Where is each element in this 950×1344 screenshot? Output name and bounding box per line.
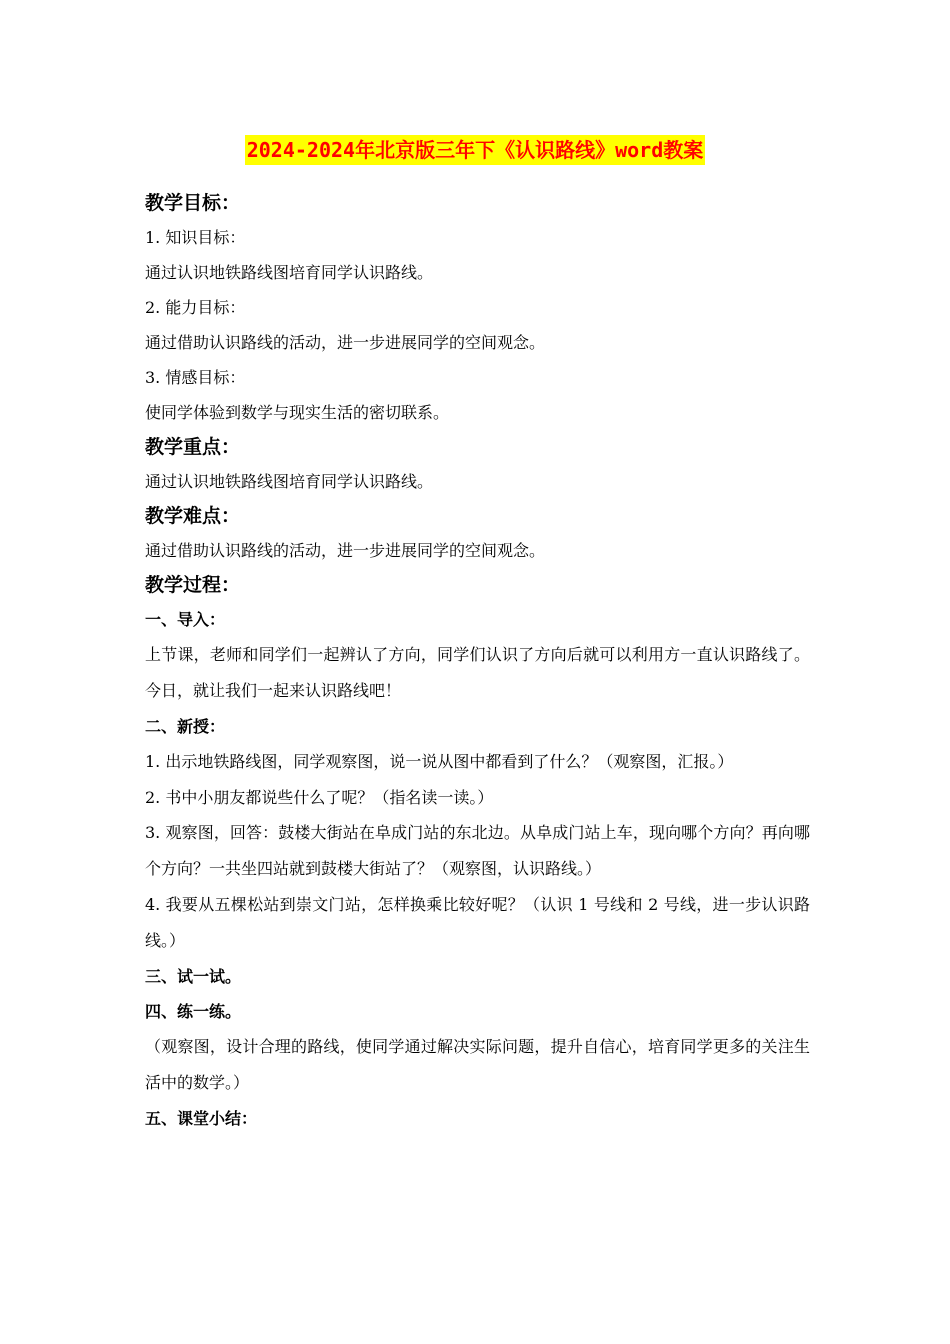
new-lesson-item-3: 3. 观察图，回答：鼓楼大街站在阜成门站的东北边。从阜成门站上车，现向哪个方向？再向哪个方向？一共坐四站就到鼓楼大街站了？（观察图，认识路线。） — [145, 823, 810, 878]
objectives-heading: 教学目标： — [145, 192, 241, 214]
ability-objective-label: 2. 能力目标： — [145, 298, 246, 317]
difficulties-text: 通过借助认识路线的活动，进一步进展同学的空间观念。 — [145, 541, 546, 560]
intro-heading: 一、导入： — [145, 610, 226, 629]
difficulties-heading: 教学难点： — [145, 505, 241, 527]
practice-heading: 四、练一练。 — [145, 1002, 242, 1021]
ability-objective-text: 通过借助认识路线的活动，进一步进展同学的空间观念。 — [145, 333, 546, 352]
new-lesson-item-2: 2. 书中小朋友都说些什么了呢？（指名读一读。） — [145, 788, 494, 807]
new-lesson-heading: 二、新授： — [145, 717, 226, 736]
new-lesson-item-1: 1. 出示地铁路线图，同学观察图，说一说从图中都看到了什么？（观察图，汇报。） — [145, 752, 734, 771]
key-points-text: 通过认识地铁路线图培育同学认识路线。 — [145, 472, 434, 491]
new-lesson-item-4: 4. 我要从五棵松站到崇文门站，怎样换乘比较好呢？（认识 1 号线和 2 号线，进一步认识路线。） — [145, 895, 810, 950]
process-heading: 教学过程： — [145, 574, 241, 596]
intro-text: 上节课，老师和同学们一起辨认了方向，同学们认识了方向后就可以利用方一直认识路线了。今日，就让我们一起来认识路线吧！ — [145, 645, 810, 700]
key-points-heading: 教学重点： — [145, 436, 241, 458]
title-wrapper — [0, 135, 950, 165]
knowledge-objective-label: 1. 知识目标： — [145, 228, 246, 247]
document-title: 2024-2024年北京版三年下《认识路线》word教案 — [245, 135, 706, 165]
document-body — [145, 186, 810, 1136]
summary-heading: 五、课堂小结： — [145, 1109, 258, 1128]
emotion-objective-text: 使同学体验到数学与现实生活的密切联系。 — [145, 403, 450, 422]
emotion-objective-label: 3. 情感目标： — [145, 368, 246, 387]
knowledge-objective-text: 通过认识地铁路线图培育同学认识路线。 — [145, 263, 434, 282]
try-heading: 三、试一试。 — [145, 967, 242, 986]
practice-text: （观察图，设计合理的路线，使同学通过解决实际问题，提升自信心，培育同学更多的关注生活中的数学。） — [145, 1037, 810, 1092]
